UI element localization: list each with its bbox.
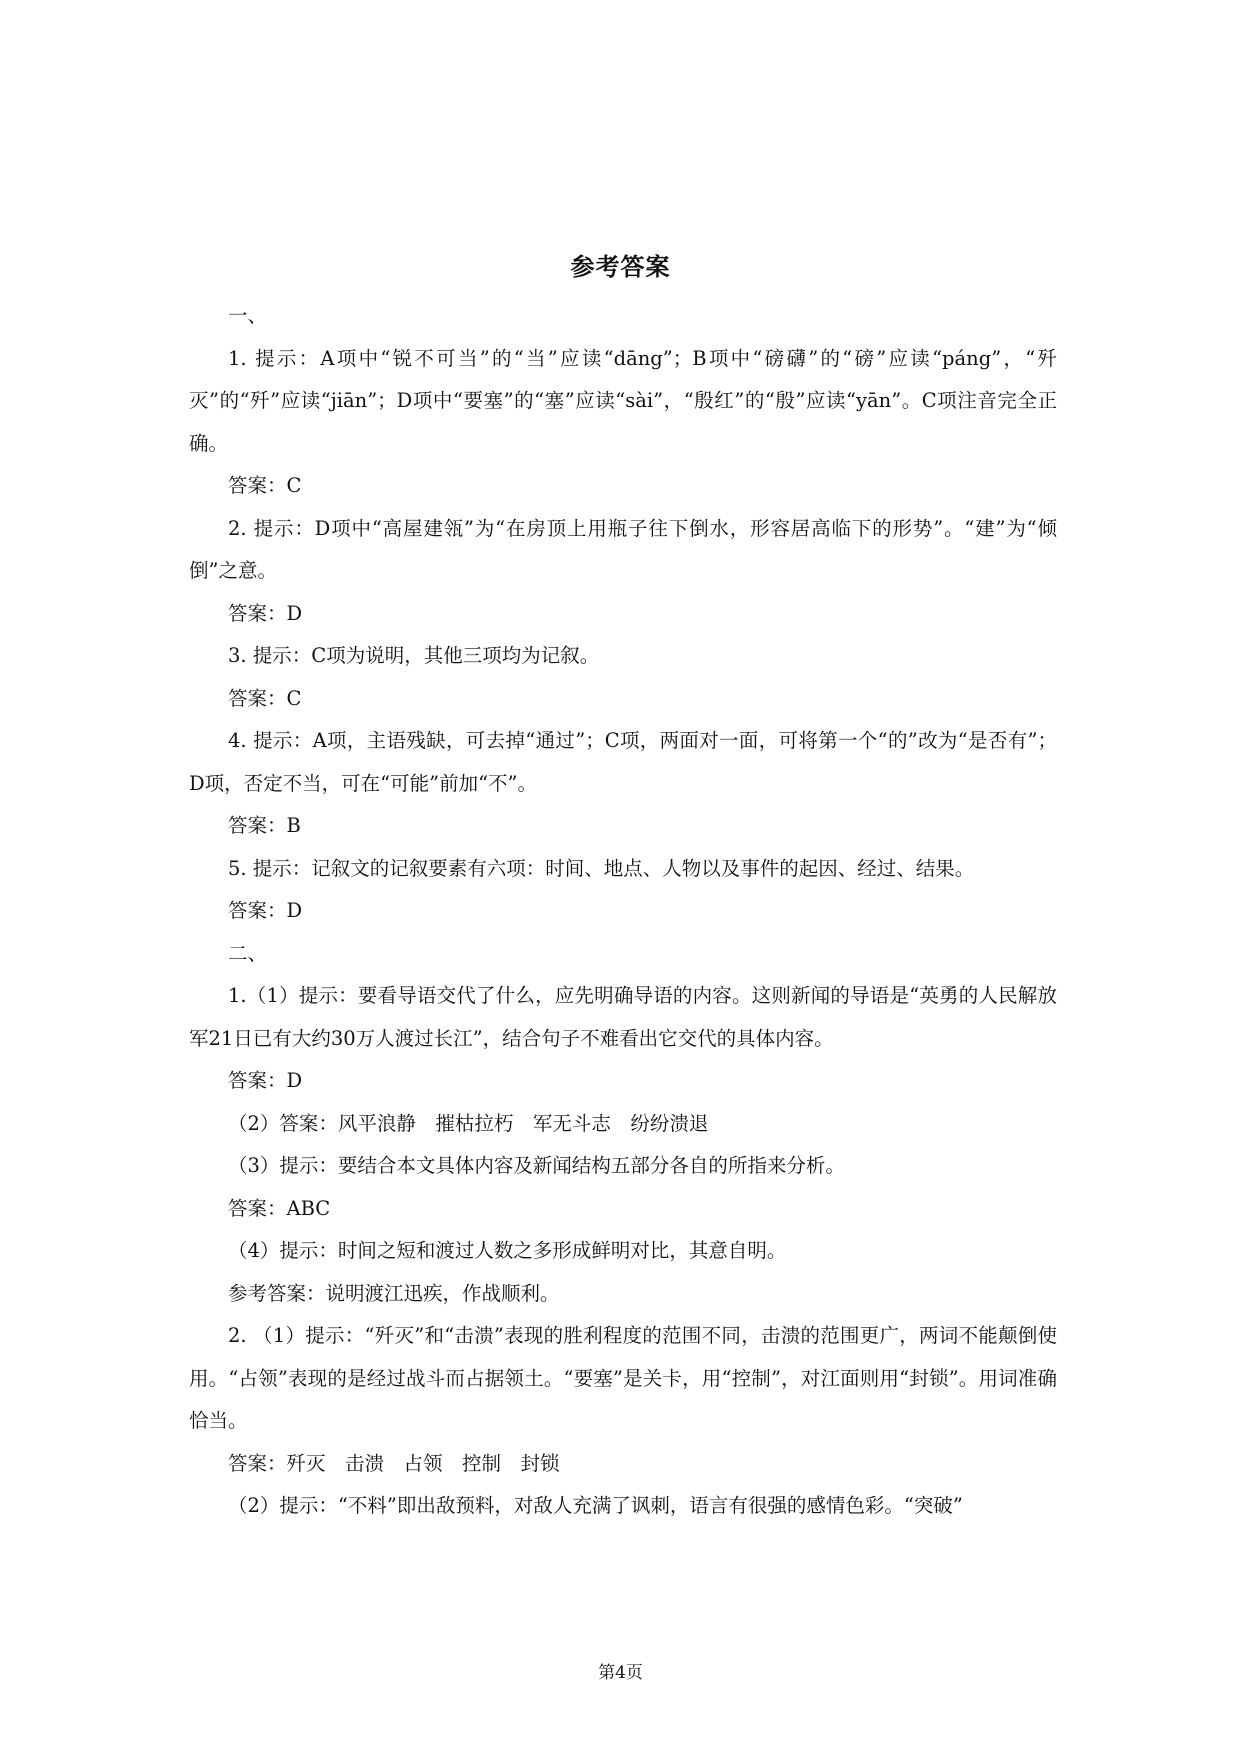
section-heading-1: 一、 xyxy=(228,304,268,327)
paragraph-s2-q1-1-hint: 1.（1）提示：要看导语交代了什么，应先明确导语的内容。这则新闻的导语是“英勇的人民解放军21日已有大约30万人渡过长江”，结合句子不难看出它交代的具体内容。 xyxy=(189,984,1057,1050)
paragraph-q5-answer: 答案：D xyxy=(228,899,303,922)
paragraph-q5-hint: 5. 提示：记叙文的记叙要素有六项：时间、地点、人物以及事件的起因、经过、结果。 xyxy=(228,856,975,880)
paragraph-s2-q1-4-hint: （4）提示：时间之短和渡过人数之多形成鲜明对比，其意自明。 xyxy=(228,1239,787,1262)
paragraph-s2-q1-3-hint: （3）提示：要结合本文具体内容及新闻结构五部分各自的所指来分析。 xyxy=(228,1154,845,1177)
paragraph-q4-answer: 答案：B xyxy=(228,814,301,837)
section-heading-2: 二、 xyxy=(228,941,268,965)
page-title: 参考答案 xyxy=(570,253,671,281)
paragraph-s2-q1-4-answer: 参考答案：说明渡江迅疾，作战顺利。 xyxy=(228,1281,560,1305)
paragraph-q2-answer: 答案：D xyxy=(228,601,303,625)
paragraph-s2-q1-3-answer: 答案：ABC xyxy=(228,1196,331,1220)
paragraph-q1-hint: 1. 提示：A项中“锐不可当”的“当”应读“dāng”；B项中“磅礴”的“磅”应读“páng”，“歼灭”的“歼”应读“jiān”；D项中“要塞”的“塞”应读“sài”，“殷红”的“殷”应读“yān”。C项注音完全正确。 xyxy=(189,346,1057,455)
paragraph-s2-q2-1-hint: 2. （1）提示：“歼灭”和“击溃”表现的胜利程度的范围不同，击溃的范围更广，两词不能颠倒使用。“占领”表现的是经过战斗而占据领土。“要塞”是关卡，用“控制”，对江面则用“封锁”。用词准确恰当。 xyxy=(189,1324,1057,1432)
page-number: 第4页 xyxy=(598,1663,643,1683)
answer-body xyxy=(189,295,1057,1528)
paragraph-s2-q1-2-answer: （2）答案：风平浪静 摧枯拉朽 军无斗志 纷纷溃退 xyxy=(228,1111,709,1135)
paragraph-q3-hint: 3. 提示：C项为说明，其他三项均为记叙。 xyxy=(228,644,600,667)
paragraph-s2-q2-2-hint: （2）提示：“不料”即出敌预料，对敌人充满了讽刺，语言有很强的感情色彩。“突破” xyxy=(228,1494,963,1517)
paragraph-s2-q1-1-answer: 答案：D xyxy=(228,1069,303,1092)
paragraph-q3-answer: 答案：C xyxy=(228,686,302,710)
paragraph-q2-hint: 2. 提示：D项中“高屋建瓴”为“在房顶上用瓶子往下倒水，形容居高临下的形势”。“建”为“倾倒”之意。 xyxy=(189,516,1057,582)
paragraph-s2-q2-1-answer: 答案：歼灭 击溃 占领 控制 封锁 xyxy=(228,1451,560,1475)
paragraph-q4-hint: 4. 提示：A项，主语残缺，可去掉“通过”；C项，两面对一面，可将第一个“的”改为“是否有”；D项，否定不当，可在“可能”前加“不”。 xyxy=(189,729,1057,795)
paragraph-q1-answer: 答案：C xyxy=(228,474,302,497)
